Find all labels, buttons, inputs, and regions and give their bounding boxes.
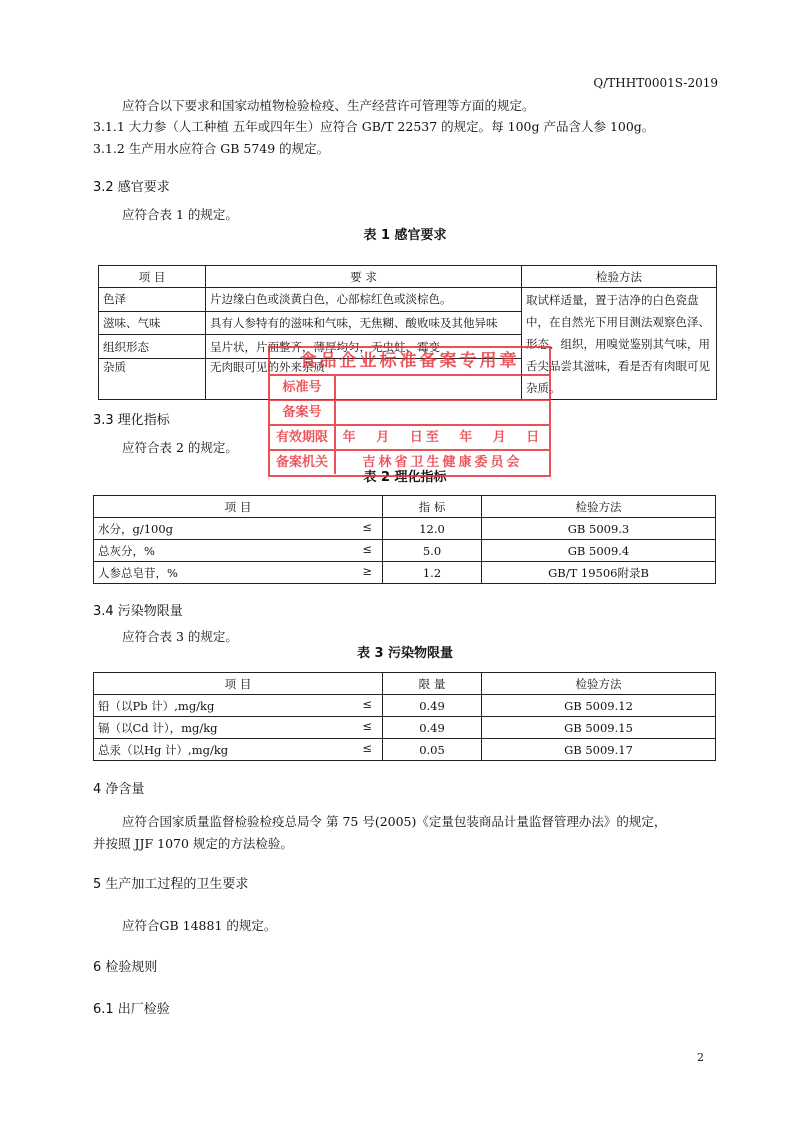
heading-6-1: 6.1 出厂检验 xyxy=(93,1002,170,1017)
th: 要 求 xyxy=(206,266,522,288)
operator: ≤ xyxy=(362,697,372,711)
th: 项 目 xyxy=(99,266,206,288)
heading-5: 5 生产加工过程的卫生要求 xyxy=(93,877,249,892)
stamp-title: 食品企业标准备案专用章 xyxy=(270,348,549,376)
item: 水分，g/100g xyxy=(98,521,174,536)
heading-4: 4 净含量 xyxy=(93,782,145,797)
th: 检验方法 xyxy=(482,496,716,518)
text-4-line2: 并按照 JJF 1070 规定的方法检验。 xyxy=(93,836,293,851)
item: 铅（以Pb 计）,mg/kg xyxy=(98,698,215,713)
table-row xyxy=(94,717,716,739)
text-5: 应符合GB 14881 的规定。 xyxy=(122,918,277,933)
doc-number: Q/THHT0001S-2019 xyxy=(593,76,718,90)
table-row xyxy=(94,518,716,540)
value: 0.05 xyxy=(383,739,482,761)
page-number: 2 xyxy=(697,1051,704,1064)
clause-3-1-1: 3.1.1 大力参（人工种植 五年或四年生）应符合 GB/T 22537 的规定。每 100g 产品含人参 100g。 xyxy=(93,119,655,134)
heading-3-4: 3.4 污染物限量 xyxy=(93,604,183,619)
method: GB 5009.3 xyxy=(482,518,716,540)
cell: 滋味、气味 xyxy=(99,311,206,335)
table-2 xyxy=(93,495,716,584)
item: 总灰分，% xyxy=(98,543,155,558)
table-3-caption: 表 3 污染物限量 xyxy=(356,646,454,661)
operator: ≤ xyxy=(362,542,372,556)
method: GB/T 19506附录B xyxy=(482,562,716,584)
item: 人参总皂苷，% xyxy=(98,565,178,580)
cell: 具有人参特有的滋味和气味，无焦糊、酸败味及其他异味 xyxy=(206,311,522,335)
text-4-line1: 应符合国家质量监督检验检疫总局令 第 75 号(2005)《定量包装商品计量监督管理办法》的规定， xyxy=(122,814,667,829)
stamp-label: 备案机关 xyxy=(270,451,336,474)
th: 检验方法 xyxy=(522,266,717,288)
value: 5.0 xyxy=(383,540,482,562)
filing-stamp xyxy=(268,346,551,477)
cell: 无肉眼可见的外来杂质 xyxy=(206,359,522,400)
table-2-caption: 表 2 理化指标 xyxy=(363,470,447,485)
table-1-caption: 表 1 感官要求 xyxy=(363,228,447,243)
method-cell: 取试样适量，置于洁净的白色瓷盘中，在自然光下用目测法观察色泽、形态、组织，用嗅觉鉴别其气味，用舌尖品尝其滋味，看是否有肉眼可见杂质。 xyxy=(522,288,717,400)
table-row xyxy=(94,562,716,584)
intro-text: 应符合以下要求和国家动植物检验检疫、生产经营许可管理等方面的规定。 xyxy=(122,98,535,113)
th: 指 标 xyxy=(383,496,482,518)
table-row xyxy=(94,695,716,717)
cell: 色泽 xyxy=(99,288,206,312)
text-3-4: 应符合表 3 的规定。 xyxy=(122,629,238,644)
cell: 片边缘白色或淡黄白色，心部棕红色或淡棕色。 xyxy=(206,288,522,312)
method: GB 5009.4 xyxy=(482,540,716,562)
table-row xyxy=(94,540,716,562)
item: 总汞（以Hg 计）,mg/kg xyxy=(98,742,229,757)
table-row xyxy=(94,739,716,761)
th: 项 目 xyxy=(94,673,383,695)
value: 1.2 xyxy=(383,562,482,584)
stamp-label: 标准号 xyxy=(270,376,336,399)
th: 项 目 xyxy=(94,496,383,518)
method: GB 5009.15 xyxy=(482,717,716,739)
th: 检验方法 xyxy=(482,673,716,695)
stamp-authority: 吉林省卫生健康委员会 xyxy=(362,455,523,470)
value: 0.49 xyxy=(383,695,482,717)
method: GB 5009.12 xyxy=(482,695,716,717)
operator: ≤ xyxy=(362,741,372,755)
operator: ≥ xyxy=(362,564,372,578)
cell: 杂质 xyxy=(99,359,206,400)
text-3-3: 应符合表 2 的规定。 xyxy=(122,440,238,455)
value: 0.49 xyxy=(383,717,482,739)
th: 限 量 xyxy=(383,673,482,695)
stamp-label: 备案号 xyxy=(270,401,336,424)
item: 镉（以Cd 计），mg/kg xyxy=(98,720,218,735)
clause-3-1-2: 3.1.2 生产用水应符合 GB 5749 的规定。 xyxy=(93,141,330,156)
table-3 xyxy=(93,672,716,761)
heading-3-2: 3.2 感官要求 xyxy=(93,180,170,195)
method: GB 5009.17 xyxy=(482,739,716,761)
heading-3-3: 3.3 理化指标 xyxy=(93,413,170,428)
cell: 组织形态 xyxy=(99,335,206,359)
value: 12.0 xyxy=(383,518,482,540)
stamp-label: 有效期限 xyxy=(270,426,336,449)
heading-6: 6 检验规则 xyxy=(93,960,158,975)
operator: ≤ xyxy=(362,520,372,534)
cell: 呈片状，片面整齐，薄厚均匀，无虫蛀、霉变 xyxy=(206,335,522,359)
operator: ≤ xyxy=(362,719,372,733)
text-3-2: 应符合表 1 的规定。 xyxy=(122,207,238,222)
stamp-validity: 年 月 日至 年 月 日 xyxy=(342,430,543,445)
